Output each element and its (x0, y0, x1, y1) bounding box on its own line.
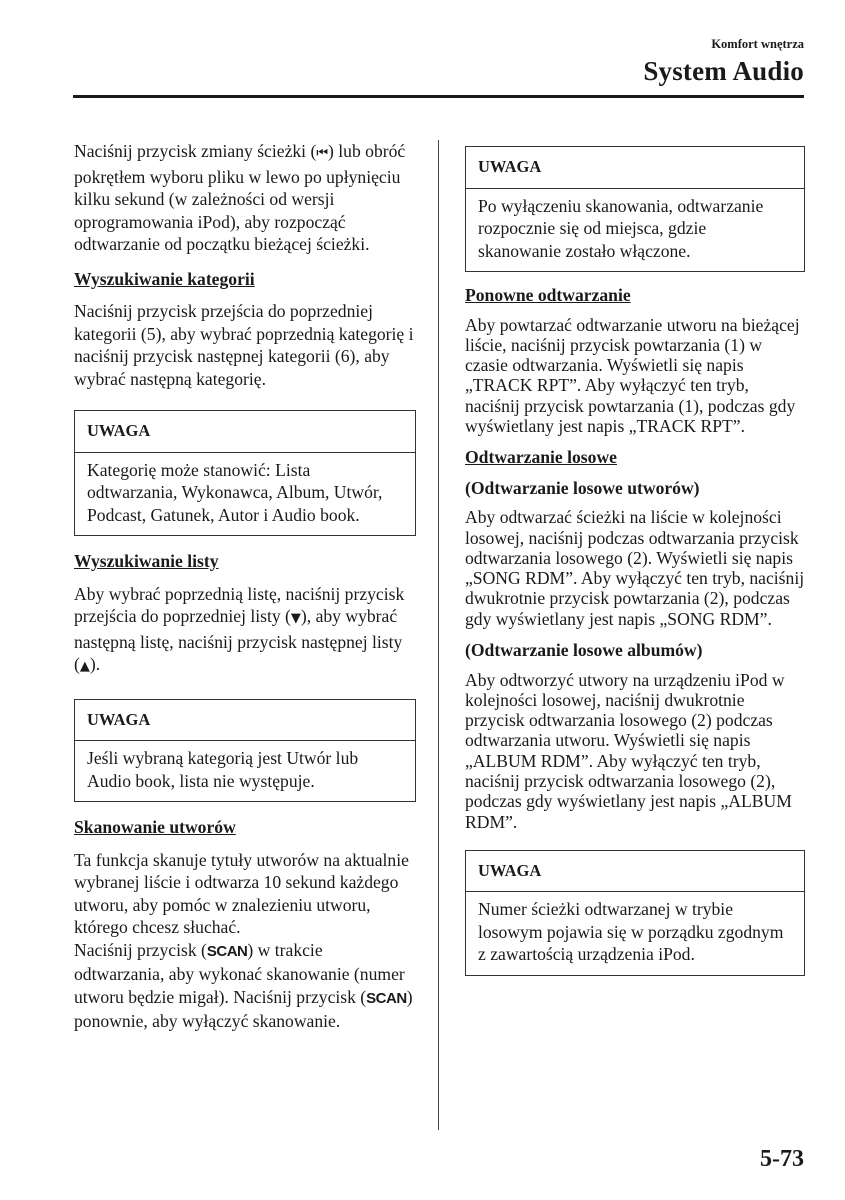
note-box-scan (465, 146, 805, 272)
repeat-paragraph: Aby powtarzać odtwarzanie utworu na bieżącej liście, naciśnij przycisk powtarzania (1) w czasie odtwarzania. Wyświetli się napis „TRACK RPT”. Aby wyłączyć ten tryb, naciśnij przycisk powtarzania (1), podczas gdy wyświetlany jest napis „TRACK RPT”. (465, 314, 800, 436)
note-heading: UWAGA (75, 700, 415, 742)
scan-button-icon: SCAN (206, 942, 248, 960)
scan-button-icon: SCAN (366, 989, 407, 1007)
track-restart-paragraph: Naciśnij przycisk zmiany ścieżki (⏮) lub obróć pokrętłem wyboru pliku w lewo po upłynięciu kilku sekund (w zależności od wersji oprogramowania iPod), aby rozpocząć odtwarzanie od początku bieżącej ścieżki. (74, 141, 406, 254)
up-arrow-icon: ▲ (79, 659, 90, 674)
random-heading: Odtwarzanie losowe (465, 447, 617, 468)
note-body: Jeśli wybraną kategorią jest Utwór lub Audio book, lista nie występuje. (87, 748, 359, 791)
random-tracks-subheading: (Odtwarzanie losowe utworów) (465, 477, 700, 498)
header-rule (73, 95, 804, 98)
previous-track-icon: ⏮ (316, 146, 329, 161)
note-box-random (465, 850, 805, 976)
note-heading: UWAGA (466, 147, 804, 189)
note-heading: UWAGA (466, 851, 804, 893)
category-search-heading: Wyszukiwanie kategorii (74, 268, 255, 289)
random-albums-subheading: (Odtwarzanie losowe albumów) (465, 640, 703, 661)
list-search-paragraph: Aby wybrać poprzednią listę, naciśnij przycisk przejścia do poprzedniej listy (▼), aby wybrać następną listę, naciśnij przycisk następnej listy (▲). (74, 583, 405, 674)
right-column (465, 140, 805, 976)
column-divider (438, 140, 439, 1130)
repeat-heading: Ponowne odtwarzanie (465, 285, 631, 305)
note-heading: UWAGA (75, 411, 415, 453)
down-arrow-icon: ▼ (290, 611, 301, 626)
category-search-paragraph: Naciśnij przycisk przejścia do poprzedniej kategorii (5), aby wybrać poprzednią kategorię i naciśnij przycisk następnej kategorii (6), aby wybrać następną kategorię. (74, 301, 414, 389)
note-body: Po wyłączeniu skanowania, odtwarzanie rozpocznie się od miejsca, gdzie skanowanie zostało włączone. (478, 195, 764, 261)
page-number: 5-73 (760, 1146, 804, 1172)
note-box-categories (74, 410, 416, 536)
page-title: System Audio (643, 56, 804, 86)
list-search-heading: Wyszukiwanie listy (74, 551, 219, 571)
scan-paragraph-usage: Naciśnij przycisk (SCAN) w trakcie odtwarzania, aby wykonać skanowanie (numer utworu będzie migał). Naciśnij przycisk (SCAN) ponownie, aby wyłączyć skanowanie. (74, 939, 413, 1031)
section-label: Komfort wnętrza (711, 37, 804, 51)
scan-heading: Skanowanie utworów (74, 817, 236, 837)
random-albums-paragraph: Aby odtworzyć utwory na urządzeniu iPod w kolejności losowej, naciśnij dwukrotnie przycisk odtwarzania losowego (2) podczas odtwarzania utworu. Wyświetli się napis „ALBUM RDM”. Aby wyłączyć ten tryb, naciśnij przycisk odtwarzania losowego (2), podczas gdy wyświetlany jest napis „ALBUM RDM”. (465, 669, 792, 832)
note-body: Kategorię może stanowić: Lista odtwarzania, Wykonawca, Album, Utwór, Podcast, Gatunek, Autor i Audio book. (87, 459, 383, 525)
left-column (74, 140, 416, 1033)
random-tracks-paragraph: Aby odtwarzać ścieżki na liście w kolejności losowej, naciśnij podczas odtwarzania przycisk odtwarzania losowego (2). Wyświetli się napis „SONG RDM”. Aby wyłączyć ten tryb, naciśnij dwukrotnie przycisk powtarzania (2), podczas gdy wyświetlany jest napis „SONG RDM”. (465, 507, 805, 629)
note-box-list (74, 699, 416, 803)
note-body: Numer ścieżki odtwarzanej w trybie losowym pojawia się w porządku zgodnym z zawartością urządzenia iPod. (478, 899, 784, 965)
scan-paragraph-intro: Ta funkcja skanuje tytuły utworów na aktualnie wybranej liście i odtwarza 10 sekund każdego utworu, aby pomóc w znalezieniu utworu, którego chcesz słuchać. (74, 849, 409, 937)
